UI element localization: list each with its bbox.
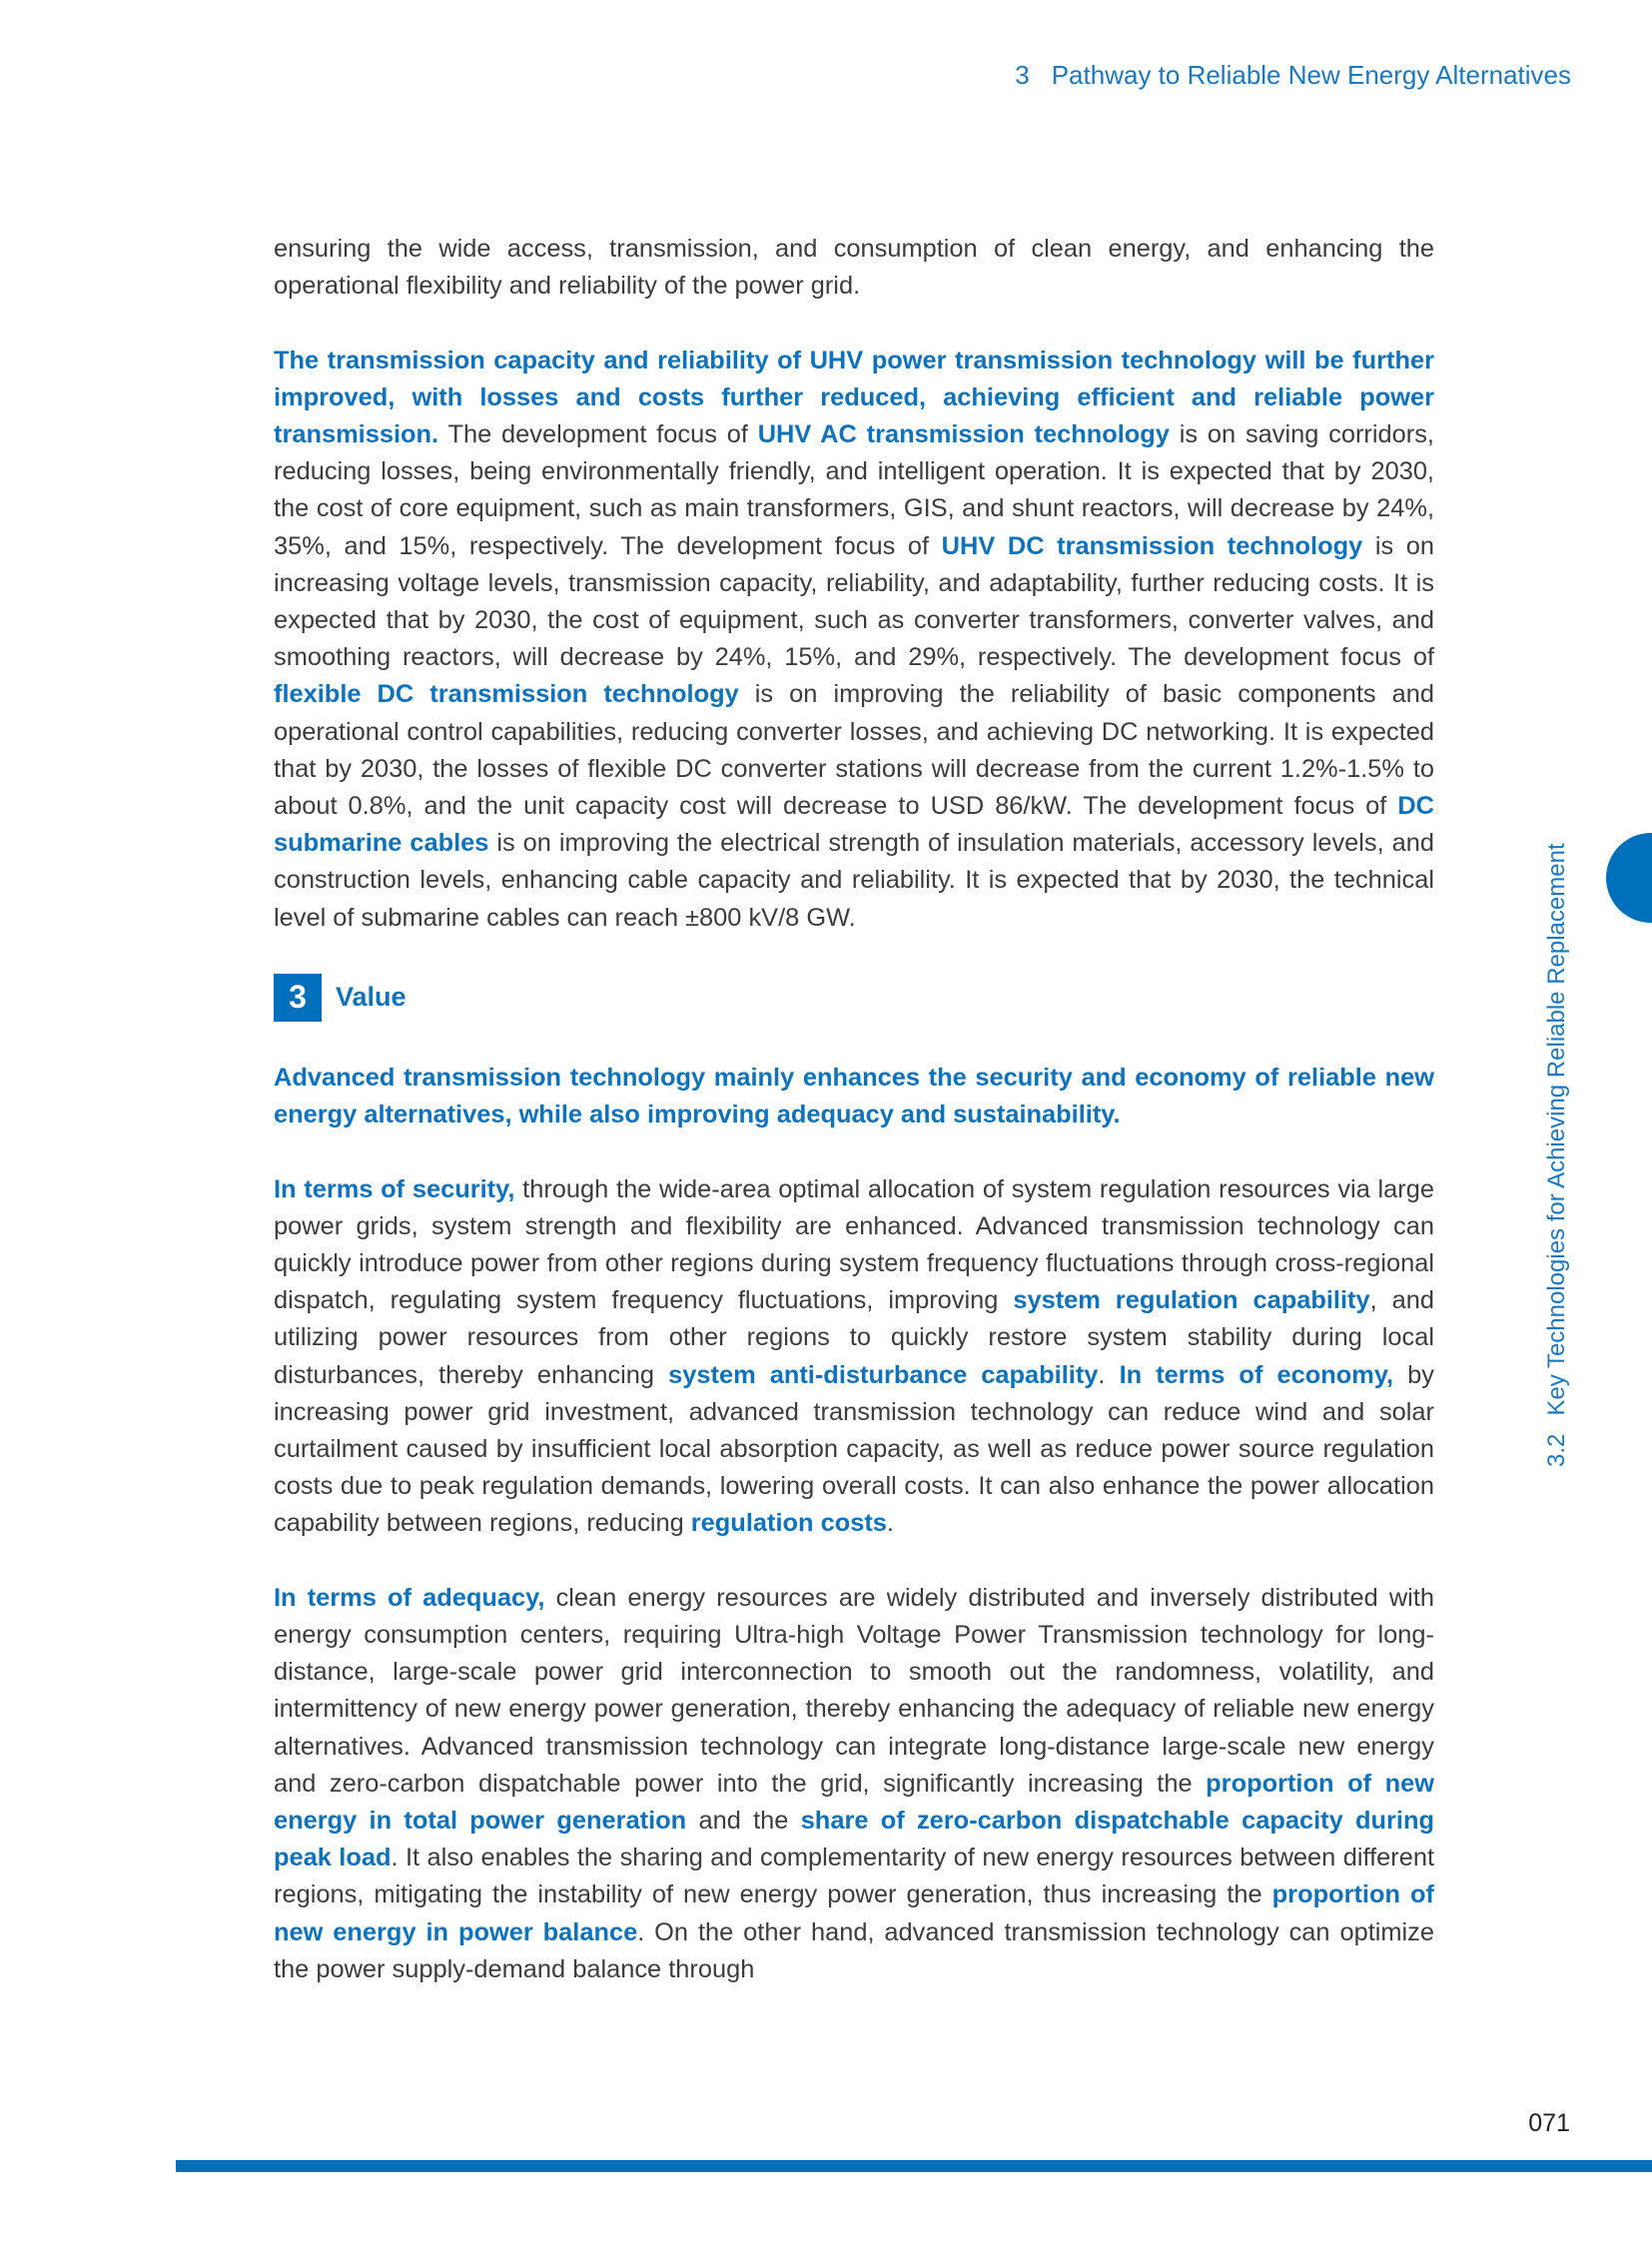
highlighted-phrase: proportion of new energy in power balance [274,1880,1434,1946]
highlighted-phrase: UHV AC transmission technology [757,420,1170,448]
highlighted-phrase: In terms of adequacy, [274,1583,545,1612]
side-section-label [1542,832,1572,1467]
section-number-badge: 3 [274,974,322,1022]
highlighted-phrase: UHV DC transmission technology [941,531,1363,560]
highlighted-phrase: In terms of economy, [1119,1360,1394,1389]
highlighted-phrase: regulation costs [690,1509,887,1538]
text-run: by increasing power grid investment, advanced transmission technology can reduce wind and solar curtailment caused by insufficient local absorption capacity, as well as reduce power source regulation costs due to peak regulation demands, lowering overall costs. It can also enhance the power allocation capability between regions, reducing [274,1360,1435,1538]
text-run: , and utilizing power resources from other regions to quickly restore system stability during local disturbances, thereby enhancing [274,1286,1434,1389]
chapter-title: Pathway to Reliable New Energy Alternatives [1051,60,1571,90]
highlighted-phrase: The transmission capacity and reliability of UHV power transmission technology will be further improved, with losses and costs further reduced, achieving efficient and reliable power transmission. [274,346,1434,448]
text-run: . [1098,1360,1120,1389]
paragraphs-before [274,231,1434,937]
section-tab-marker [1606,833,1652,923]
highlighted-phrase: share of zero-carbon dispatchable capacity during peak load [274,1807,1434,1872]
highlighted-phrase: DC submarine cables [274,792,1434,858]
footer-bar [176,2160,1652,2172]
text-run: . [886,1509,894,1538]
text-run: . It also enables the sharing and complementarity of new energy resources between different regions, mitigating the instability of new energy power generation, thus increasing the [274,1844,1434,1909]
text-run: ensuring the wide access, transmission, and consumption of clean energy, and enhancing the operational flexibility and reliability of the power grid. [274,235,1434,301]
highlighted-phrase: flexible DC transmission technology [274,680,739,709]
highlighted-phrase: proportion of new energy in total power generation [274,1769,1434,1836]
text-run: is on improving the electrical strength of insulation materials, accessory levels, and construction levels, enhancing cable capacity and reliability. It is expected that by 2030, the technical level of submarine cables can reach ±800 kV/8 GW. [274,829,1434,932]
chapter-number: 3 [1015,60,1030,90]
text-run: is on increasing voltage levels, transmission capacity, reliability, and adaptability, further reducing costs. It is expected that by 2030, the cost of equipment, such as converter transformers, converter valves, and smoothing reactors, will decrease by 24%, 15%, and 29%, respectively. The development focus of [274,531,1434,672]
page-number: 071 [1528,2109,1570,2137]
text-run: . On the other hand, advanced transmission technology can optimize the power supply-demand balance through [274,1917,1434,1983]
paragraph [274,1060,1434,1133]
text-run: and the [686,1807,801,1836]
paragraph [274,1580,1434,1988]
text-run: clean energy resources are widely distributed and inversely distributed with energy consumption centers, requiring Ultra-high Voltage Power Transmission technology for long-distance, large-scale power grid interconnection to smooth out the randomness, volatility, and intermittency of new energy power generation, thereby enhancing the adequacy of reliable new energy alternatives. Advanced transmission technology can integrate long-distance large-scale new energy and zero-carbon dispatchable power into the grid, significantly increasing the [274,1583,1434,1798]
running-header [999,60,1571,91]
side-section-title: Key Technologies for Achieving Reliable Replacement [1543,843,1570,1416]
side-section-number: 3.2 [1543,1433,1570,1467]
paragraph [274,1171,1434,1543]
highlighted-phrase: In terms of security, [274,1174,515,1203]
paragraphs-after [274,1060,1434,1988]
section-heading [274,974,1434,1022]
highlighted-phrase: system regulation capability [1013,1286,1370,1315]
text-run: is on improving the reliability of basic components and operational control capabilities, reducing converter losses, and achieving DC networking. It is expected that by 2030, the losses of flexible DC converter stations will decrease from the current 1.2%-1.5% to about 0.8%, and the unit capacity cost will decrease to USD 86/kW. The development focus of [274,680,1434,821]
text-run: The development focus of [438,420,758,448]
section-title: Value [336,982,407,1013]
highlighted-phrase: system anti-disturbance capability [668,1360,1099,1389]
paragraph [274,343,1434,937]
page-body [274,231,1434,2025]
text-run: is on saving corridors, reducing losses, being environmentally friendly, and intelligent operation. It is expected that by 2030, the cost of core equipment, such as main transformers, GIS, and shunt reactors, will decrease by 24%, 35%, and 15%, respectively. The development focus of [274,420,1434,560]
paragraph [274,231,1434,305]
text-run: through the wide-area optimal allocation of system regulation resources via large power grids, system strength and flexibility are enhanced. Advanced transmission technology can quickly introduce power from other regions during system frequency fluctuations through cross-regional dispatch, regulating system frequency fluctuations, improving [274,1174,1434,1315]
highlighted-phrase: Advanced transmission technology mainly enhances the security and economy of reliable new energy alternatives, while also improving adequacy and sustainability. [274,1064,1434,1129]
